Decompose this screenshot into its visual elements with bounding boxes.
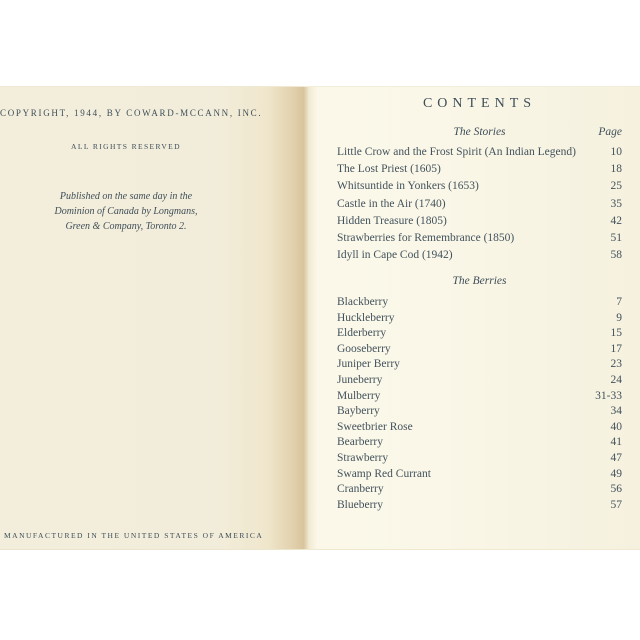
story-title: Castle in the Air (1740) [337, 197, 446, 210]
berry-page-number: 24 [610, 373, 622, 386]
page-column-label: Page [598, 126, 622, 138]
berries-heading: The Berries [452, 275, 507, 287]
contents-title: CONTENTS [422, 96, 537, 111]
berry-title: Swamp Red Currant [337, 467, 431, 480]
toc-row-story [337, 180, 622, 197]
berry-title: Blueberry [337, 498, 383, 511]
toc-row-story [337, 146, 622, 163]
berry-page-number: 57 [610, 498, 622, 511]
toc-row-story [337, 198, 622, 215]
toc-row-berry [337, 312, 622, 328]
toc-row-berry [337, 343, 622, 359]
stories-list [337, 146, 622, 266]
toc-row-berry [337, 468, 622, 484]
story-page-number: 58 [610, 249, 622, 262]
canada-note-line-1: Published on the same day in the [59, 191, 193, 202]
book-spread [0, 86, 640, 548]
story-page-number: 51 [610, 231, 622, 244]
toc-row-berry [337, 390, 622, 406]
story-title: Whitsuntide in Yonkers (1653) [337, 180, 479, 193]
berry-page-number: 56 [610, 483, 622, 496]
berries-list [337, 296, 622, 514]
berry-page-number: 41 [610, 436, 622, 449]
toc-row-berry [337, 452, 622, 468]
canada-publication-note [0, 189, 252, 234]
berry-title: Cranberry [337, 483, 384, 496]
story-title: Hidden Treasure (1805) [337, 214, 447, 227]
berry-page-number: 23 [610, 358, 622, 371]
story-page-number: 35 [610, 197, 622, 210]
berry-title: Bayberry [337, 405, 380, 418]
story-title: Little Crow and the Frost Spirit (An Indian Legend) [337, 146, 576, 158]
berry-title: Juniper Berry [337, 358, 400, 371]
toc-row-story [337, 215, 622, 232]
berry-page-number: 47 [610, 451, 622, 464]
story-page-number: 42 [610, 214, 622, 227]
canada-note-line-2: Dominion of Canada by Longmans, [54, 206, 198, 217]
berry-title: Strawberry [337, 451, 389, 464]
berry-title: Sweetbrier Rose [337, 420, 413, 433]
berry-title: Mulberry [337, 389, 381, 402]
toc-row-berry [337, 483, 622, 499]
stories-heading: The Stories [453, 126, 506, 138]
toc-row-berry [337, 296, 622, 312]
toc-row-berry [337, 436, 622, 452]
berry-page-number: 15 [610, 327, 622, 340]
toc-row-berry [337, 358, 622, 374]
berry-page-number: 9 [616, 311, 622, 324]
toc-row-story [337, 232, 622, 249]
story-title: The Lost Priest (1605) [337, 163, 441, 176]
toc-row-berry [337, 421, 622, 437]
berry-page-number: 31-33 [595, 389, 622, 402]
berries-section-header [337, 275, 622, 290]
manufactured-line: MANUFACTURED IN THE UNITED STATES OF AMERICA [4, 531, 264, 540]
toc-row-berry [337, 499, 622, 515]
berry-page-number: 7 [616, 296, 622, 308]
toc-row-berry [337, 374, 622, 390]
story-title: Strawberries for Remembrance (1850) [337, 231, 515, 244]
toc-row-berry [337, 405, 622, 421]
berry-title: Huckleberry [337, 311, 395, 324]
contents-page [304, 86, 640, 550]
berry-page-number: 49 [610, 467, 622, 480]
toc-row-berry [337, 327, 622, 343]
story-page-number: 10 [610, 146, 622, 158]
berry-title: Blackberry [337, 296, 389, 308]
berry-page-number: 34 [610, 405, 622, 418]
story-page-number: 18 [610, 163, 622, 176]
copyright-line: COPYRIGHT, 1944, BY COWARD-MCCANN, INC. [0, 108, 263, 118]
berry-title: Elderberry [337, 327, 387, 340]
toc-row-story [337, 249, 622, 266]
toc-row-story [337, 163, 622, 180]
berry-title: Gooseberry [337, 342, 391, 355]
berry-title: Bearberry [337, 436, 383, 449]
story-page-number: 25 [610, 180, 622, 193]
canada-note-line-3: Green & Company, Toronto 2. [65, 221, 187, 232]
stories-section-header [337, 126, 622, 141]
table-of-contents [337, 87, 622, 549]
story-title: Idyll in Cape Cod (1942) [337, 249, 453, 262]
rights-reserved-line: ALL RIGHTS RESERVED [71, 142, 181, 151]
berry-page-number: 17 [610, 342, 622, 355]
berry-page-number: 40 [610, 420, 622, 433]
berry-title: Juneberry [337, 373, 383, 386]
copyright-page [0, 86, 304, 550]
